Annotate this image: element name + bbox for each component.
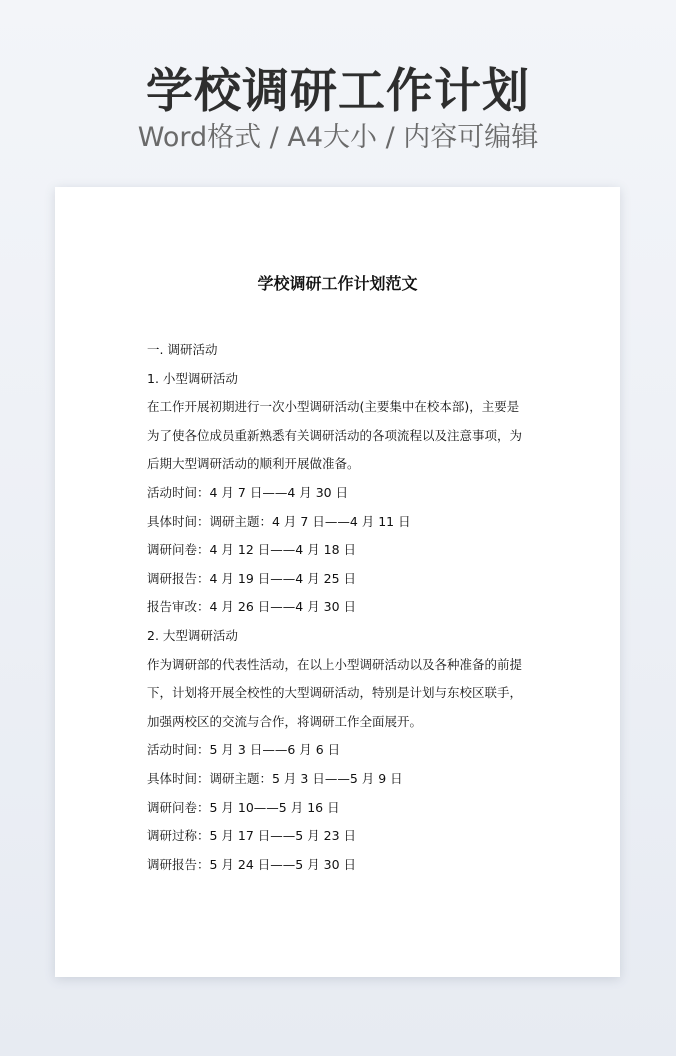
subsection-heading: 1. 小型调研活动 <box>147 370 238 386</box>
paragraph-line: 加强两校区的交流与合作，将调研工作全面展开。 <box>147 713 423 729</box>
subsection-heading: 2. 大型调研活动 <box>147 627 238 643</box>
schedule-line: 具体时间：调研主题：4 月 7 日——4 月 11 日 <box>147 513 411 529</box>
paragraph-line: 作为调研部的代表性活动，在以上小型调研活动以及各种准备的前提 <box>147 656 523 672</box>
document-title: 学校调研工作计划范文 <box>257 274 418 293</box>
schedule-line: 活动时间：5 月 3 日——6 月 6 日 <box>147 742 341 758</box>
schedule-line: 调研报告：5 月 24 日——5 月 30 日 <box>147 856 357 872</box>
paragraph-line: 后期大型调研活动的顺利开展做准备。 <box>147 456 360 472</box>
paragraph-line: 为了使各位成员重新熟悉有关调研活动的各项流程以及注意事项，为 <box>147 427 523 443</box>
banner-title: 学校调研工作计划 <box>146 64 530 119</box>
schedule-line: 调研过称：5 月 17 日——5 月 23 日 <box>147 828 357 844</box>
banner-subtitle: Word格式 / A4大小 / 内容可编辑 <box>137 122 539 153</box>
document-page <box>55 187 620 977</box>
schedule-line: 报告审改：4 月 26 日——4 月 30 日 <box>147 599 357 615</box>
document-body <box>147 336 531 879</box>
paragraph-line: 在工作开展初期进行一次小型调研活动(主要集中在校本部)，主要是 <box>147 399 520 415</box>
schedule-line: 调研报告：4 月 19 日——4 月 25 日 <box>147 570 357 586</box>
section-heading: 一. 调研活动 <box>147 342 218 357</box>
schedule-line: 具体时间：调研主题：5 月 3 日——5 月 9 日 <box>147 770 403 786</box>
schedule-line: 调研问卷：4 月 12 日——4 月 18 日 <box>147 542 357 558</box>
paragraph-line: 下，计划将开展全校性的大型调研活动，特别是计划与东校区联手， <box>147 685 523 701</box>
schedule-line: 活动时间：4 月 7 日——4 月 30 日 <box>147 484 349 500</box>
schedule-line: 调研问卷：5 月 10——5 月 16 日 <box>147 799 340 815</box>
